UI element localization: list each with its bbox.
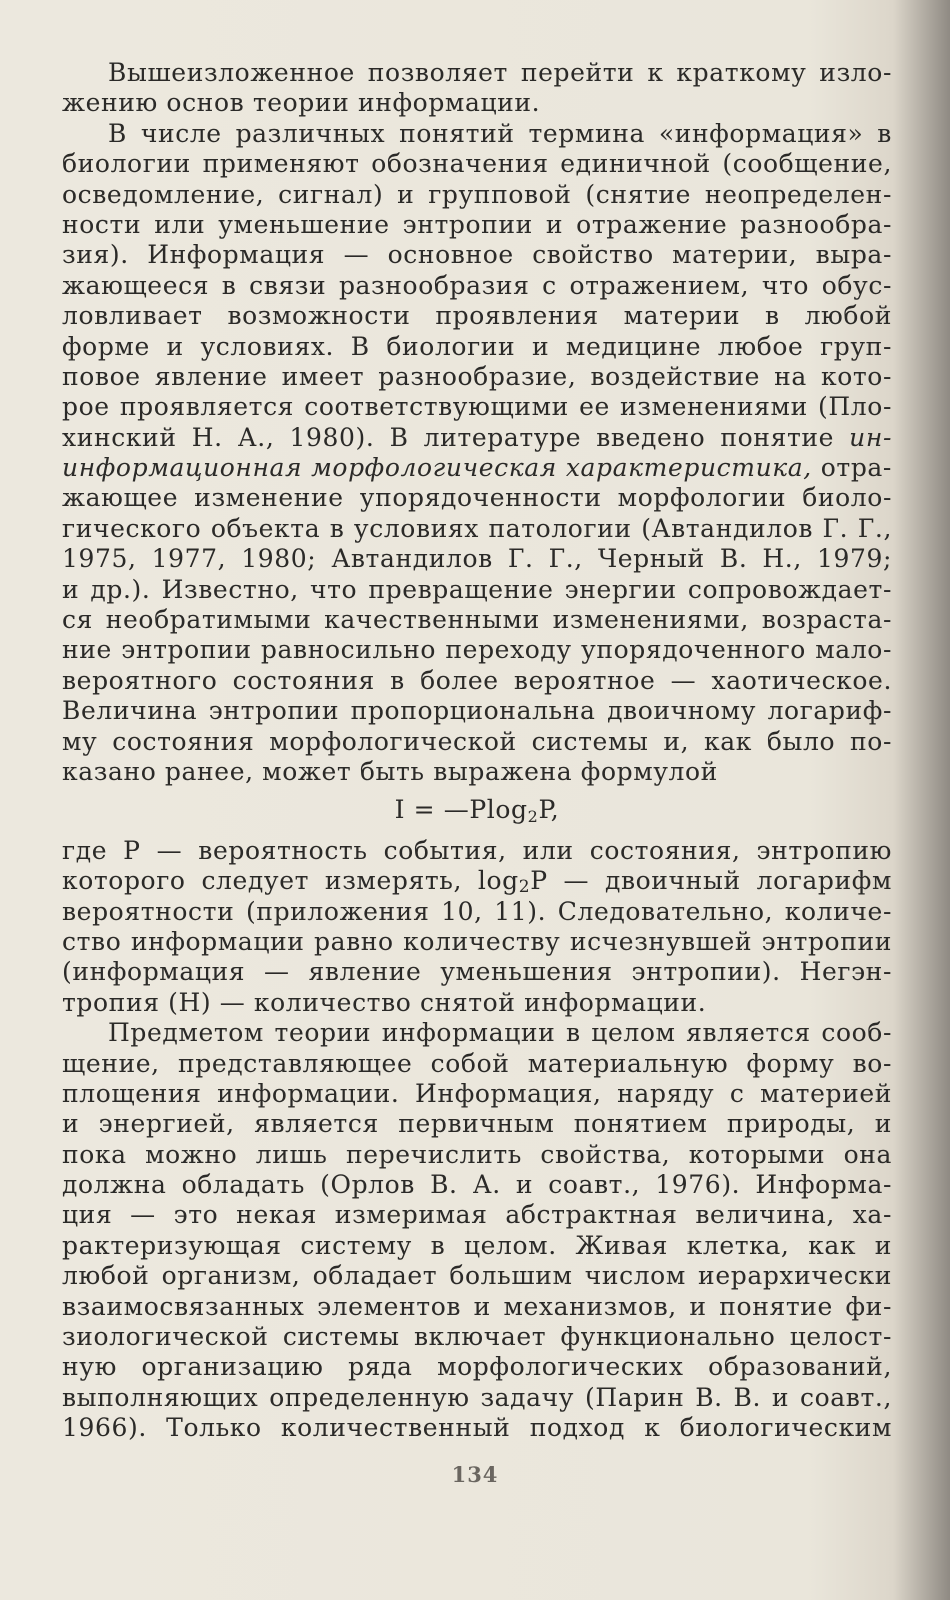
text-line: осведомление, сигнал) и групповой (снятие неопределен- [62, 179, 892, 209]
text-line [62, 423, 892, 453]
text-line: и энергией, является первичным понятием природы, и [62, 1109, 892, 1139]
text-line: должна обладать (Орлов В. А. и соавт., 1976). Информа- [62, 1170, 892, 1200]
text-line: рое проявляется соответствующими ее изменениями (Пло- [62, 392, 892, 422]
text-segment: отра- [811, 453, 892, 483]
text-line: вероятности (приложения 10, 11). Следовательно, количе- [62, 896, 892, 926]
page-number: 134 [451, 1462, 499, 1487]
body-text [62, 58, 892, 1444]
text-line: ную организацию ряда морфологических образований, [62, 1352, 892, 1382]
text-line: ние энтропии равносильно переходу упорядоченного мало- [62, 635, 892, 665]
text-line: жающее изменение упорядоченности морфологии биоло- [62, 483, 892, 513]
text-line: жению основ теории информации. [62, 88, 541, 118]
text-line: где P — вероятность события, или состояния, энтропию [62, 835, 892, 865]
text-line: и др.). Известно, что превращение энергии сопровождает- [62, 574, 892, 604]
text-line: Вышеизложенное позволяет перейти к краткому изло- [108, 58, 892, 87]
italic-term: ин- [849, 422, 892, 452]
text-line: 1975, 1977, 1980; Автандилов Г. Г., Черный В. Н., 1979; [62, 544, 892, 574]
text-line: повое явление имеет разнообразие, воздействие на кото- [62, 361, 892, 391]
text-line: казано ранее, может быть выражена формулой [62, 756, 718, 786]
text-line: ция — это некая измеримая абстрактная величина, ха- [62, 1200, 892, 1230]
text-line: гического объекта в условиях патологии (Автандилов Г. Г., [62, 513, 892, 543]
text-line: вероятного состояния в более вероятное — хаотическое. [62, 665, 892, 695]
text-line: Предметом теории информации в целом является сооб- [108, 1018, 892, 1048]
text-line: тропия (H) — количество снятой информации. [62, 987, 707, 1017]
text-line: ловливает возможности проявления материи в любой [62, 301, 892, 331]
log-subscript: 2 [518, 877, 531, 897]
text-line: форме и условиях. В биологии и медицине любое груп- [62, 331, 892, 361]
text-line: зия). Информация — основное свойство материи, выра- [62, 240, 892, 270]
text-line [62, 866, 892, 896]
text-line: ся необратимыми качественными изменениями, возраста- [62, 605, 892, 635]
text-segment: хинский Н. А., 1980). В литературе введено понятие [62, 422, 850, 452]
formula-prefix: I = —Plog [394, 795, 528, 825]
text-line: Величина энтропии пропорциональна двоичному логариф- [62, 696, 892, 726]
text-line: щение, представляющее собой материальную форму во- [62, 1048, 892, 1078]
text-line: любой организм, обладает большим числом иерархически [62, 1261, 892, 1291]
text-line: зиологической системы включает функционально целост- [62, 1322, 892, 1352]
text-line: взаимосвязанных элементов и механизмов, и понятие фи- [62, 1291, 892, 1321]
formula-subscript: 2 [527, 807, 539, 827]
text-line: В числе различных понятий термина «информация» в [108, 118, 892, 148]
text-line: ство информации равно количеству исчезнувшей энтропии [62, 926, 892, 956]
text-line: площения информации. Информация, наряду с материей [62, 1078, 892, 1108]
text-line: му состояния морфологической системы и, как было по- [62, 726, 892, 756]
text-segment: которого следует измерять, log [62, 866, 519, 896]
text-line: (информация — явление уменьшения энтропии). Негэн- [62, 957, 892, 987]
text-line: рактеризующая систему в целом. Живая клетка, как и [62, 1230, 892, 1260]
text-line: выполняющих определенную задачу (Парин В. В. и соавт., [62, 1382, 892, 1412]
formula [62, 795, 892, 825]
italic-term: информационная морфологическая характеристика, [62, 453, 812, 483]
text-line: биологии применяют обозначения единичной (сообщение, [62, 149, 892, 179]
text-line: ности или уменьшение энтропии и отражение разнообра- [62, 209, 892, 239]
text-line: пока можно лишь перечислить свойства, которыми она [62, 1139, 892, 1169]
formula-suffix: P, [538, 795, 560, 825]
text-line: жающееся в связи разнообразия с отражением, что обус- [62, 270, 892, 300]
text-segment: P — двоичный логарифм [530, 866, 892, 896]
text-line [62, 453, 892, 483]
text-line: 1966). Только количественный подход к биологическим [62, 1413, 892, 1443]
